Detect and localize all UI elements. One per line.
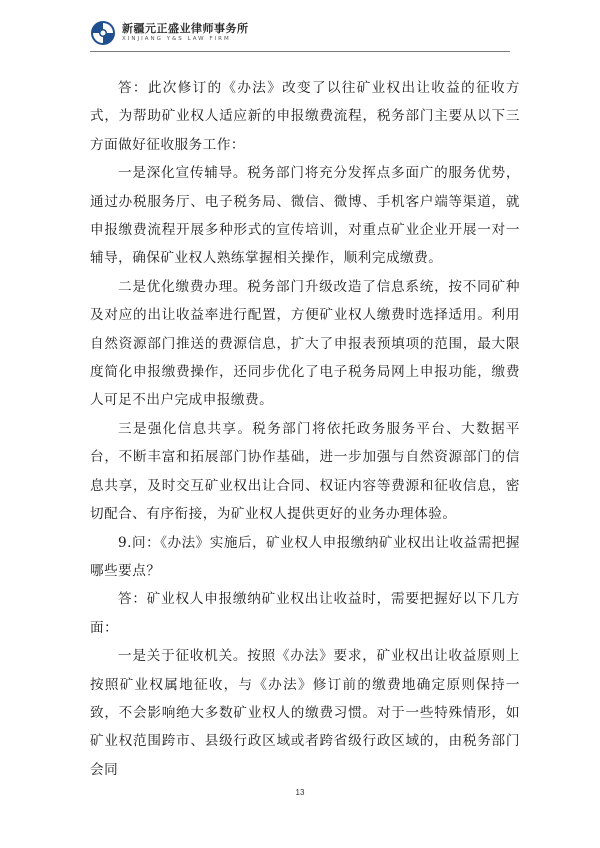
header-divider: [90, 51, 510, 52]
paragraph: 三是强化信息共享。税务部门将依托政务服务平台、大数据平台，不断丰富和拓展部门协作基础，进一步加强与自然资源部门的信息共享，及时交互矿业权出让合同、权证内容等费源和征收信息，密切配合、有序衔接，为矿业权人提供更好的业务办理体验。: [90, 420, 520, 523]
firm-name-cn: 新疆元正盛业律师事务所: [122, 22, 249, 36]
paragraph: 答：矿业权人申报缴纳矿业权出让收益时，需要把握好以下几方面：: [90, 591, 520, 636]
paragraph: 答：此次修订的《办法》改变了以往矿业权出让收益的征收方式，为帮助矿业权人适应新的申报缴费流程，税务部门主要从以下三方面做好征收服务工作：: [90, 80, 520, 153]
page-header: [90, 18, 249, 48]
paragraph: 二是优化缴费办理。税务部门升级改造了信息系统，按不同矿种及对应的出让收益率进行配置，方便矿业权人缴费时选择适用。利用自然资源部门推送的费源信息，扩大了申报表预填项的范围，最大限度简化申报缴费操作，还同步优化了电子税务局网上申报功能，缴费人可足不出户完成申报缴费。: [90, 278, 520, 409]
question-heading: 9.问：《办法》实施后，矿业权人申报缴纳矿业权出让收益需把握哪些要点？: [90, 534, 520, 579]
paragraph: 一是关于征收机关。按照《办法》要求，矿业权出让收益原则上按照矿业权属地征收，与《办法》修订前的缴费地确定原则保持一致，不会影响绝大多数矿业权人的缴费习惯。对于一些特殊情形，如矿业权范围跨市、县级行政区域或者跨省级行政区域的，由税务部门会同: [90, 648, 520, 778]
paragraph: 一是深化宣传辅导。税务部门将充分发挥点多面广的服务优势，通过办税服务厅、电子税务局、微信、微博、手机客户端等渠道，就申报缴费流程开展多种形式的宣传培训，对重点矿业企业开展一对一辅导，确保矿业权人熟练掌握相关操作，顺利完成缴费。: [90, 165, 520, 267]
firm-name-en: XINJIANG Y&S LAW FIRM: [122, 36, 231, 43]
page-number: 13: [295, 788, 305, 797]
firm-name-block: [122, 23, 249, 43]
firm-logo-icon: [90, 20, 116, 46]
document-body: [90, 74, 520, 784]
